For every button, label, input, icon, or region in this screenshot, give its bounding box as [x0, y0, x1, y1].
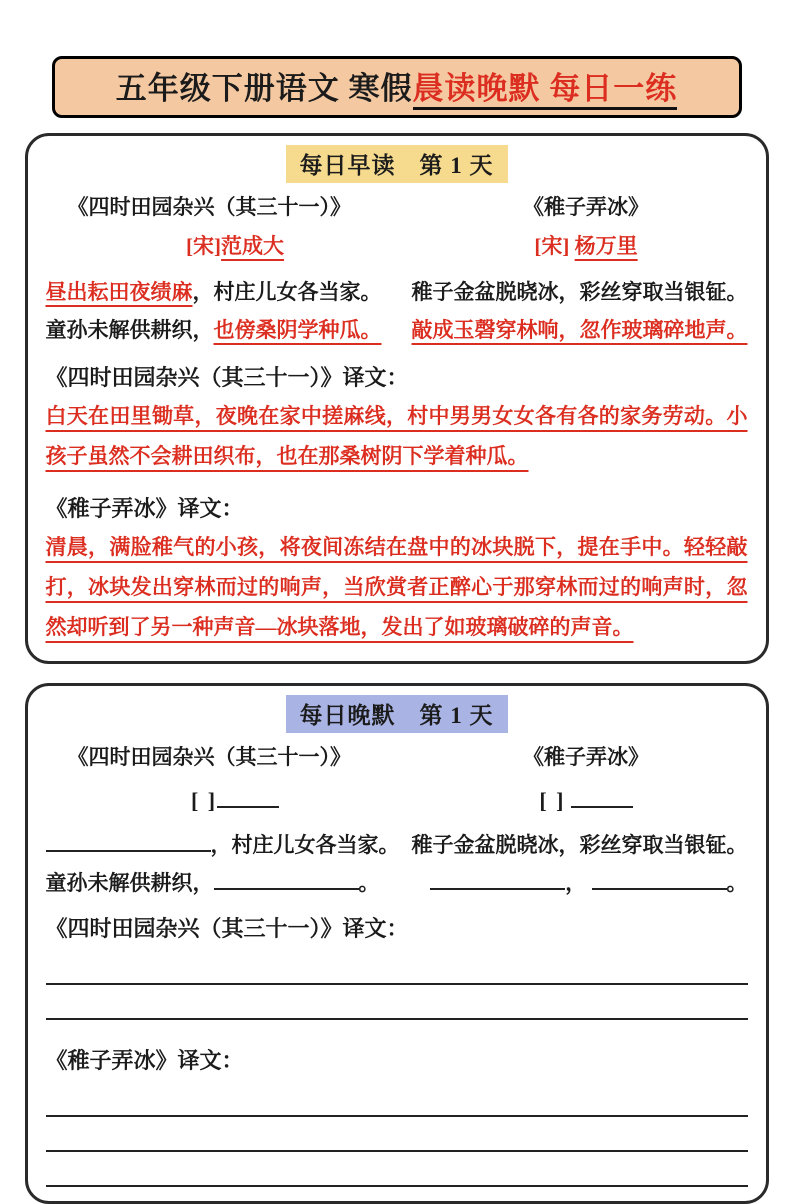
translation2-heading: 《稚子弄冰》译文： [45, 496, 244, 521]
author-blank-line [217, 786, 279, 808]
dictation-block [46, 826, 748, 902]
evening-poem2-author-blank [425, 782, 748, 820]
evening-section-header [46, 695, 748, 733]
translation1-text: 白天在田里锄草，夜晚在家中搓麻线，村中男男女女各有各的家务劳动。小孩子虽然不会耕田织布，也在那桑树阴下学着种瓜。 [45, 404, 748, 468]
poem2-line2: 敲成玉磬穿林响，忽作玻璃碎地声。 [411, 318, 748, 342]
fill-blank [46, 830, 211, 852]
dictation-line-2 [46, 864, 748, 902]
fill-blank [430, 868, 565, 890]
evening-dictation-card [25, 683, 769, 1204]
evening-titles-row [46, 739, 748, 776]
poem-text-block [46, 273, 748, 349]
dictation-line-1 [46, 826, 748, 864]
writing-line [46, 1152, 748, 1187]
writing-line [46, 1117, 748, 1152]
dynasty-bracket: [ ] [539, 788, 566, 813]
morning-header-label: 每日早读 第 1 天 [286, 145, 508, 183]
poem2-line1: 稚子金盆脱晓冰，彩丝穿取当银钲。 [411, 280, 748, 304]
evening-poem2-title: 《稚子弄冰》 [523, 745, 650, 769]
translation2-text: 清晨，满脸稚气的小孩，将夜间冻结在盘中的冰块脱下，提在手中。轻轻敲打，冰块发出穿林而过的响声，当欣赏者正醉心于那穿林而过的响声时，忽然却听到了另一种声音—冰块落地，发出了如玻璃破碎的声音。 [45, 535, 748, 639]
evening-translation1-heading: 《四时田园杂兴（其三十一）》译文： [45, 916, 409, 941]
banner-title-red: 晨读晚默 每日一练 [413, 71, 678, 110]
poem1-line1: 昼出耘田夜绩麻，村庄儿女各当家。 [45, 280, 382, 304]
author-blank-line [571, 786, 633, 808]
evening-header-label: 每日晚默 第 1 天 [286, 695, 508, 733]
poem2-title: 《稚子弄冰》 [523, 195, 650, 219]
evening-poem1-title: 《四时田园杂兴（其三十一）》 [67, 745, 351, 769]
dictation-poem1-line2: 童孙未解供耕织， 。 [46, 864, 380, 902]
poem-line-2 [46, 311, 748, 349]
writing-line [46, 943, 748, 985]
fill-blank [214, 868, 359, 890]
evening-translation2-heading: 《稚子弄冰》译文： [45, 1048, 244, 1073]
writing-line [46, 1075, 748, 1117]
poem1-line2: 童孙未解供耕织，也傍桑阴学种瓜。 [45, 318, 382, 342]
poem-titles-row [46, 189, 748, 226]
fill-blank [592, 868, 727, 890]
banner-title-black: 五年级下册语文 寒假 [115, 71, 413, 106]
evening-poem1-author-blank [46, 782, 425, 820]
translation1-heading: 《四时田园杂兴（其三十一）》译文： [45, 365, 409, 390]
morning-reading-card [25, 133, 769, 664]
poem-line-1 [46, 273, 748, 311]
poem1-author: [宋]范成大 [186, 234, 285, 258]
dictation-poem2-line1: 稚子金盆脱晓冰，彩丝穿取当银钲。 [411, 833, 748, 857]
writing-line [46, 985, 748, 1020]
poem-authors-row [46, 228, 748, 265]
morning-section-header [46, 145, 748, 183]
poem1-title: 《四时田园杂兴（其三十一）》 [67, 195, 351, 219]
dictation-poem1-line1: ，村庄儿女各当家。 [46, 826, 400, 864]
dictation-poem2-line2: ， 。 [430, 864, 747, 902]
poem2-author: [宋] 杨万里 [534, 234, 638, 258]
evening-author-blanks-row [46, 782, 748, 820]
worksheet-page [0, 56, 793, 1178]
title-banner [52, 56, 742, 118]
dynasty-bracket: [ ] [190, 788, 218, 813]
